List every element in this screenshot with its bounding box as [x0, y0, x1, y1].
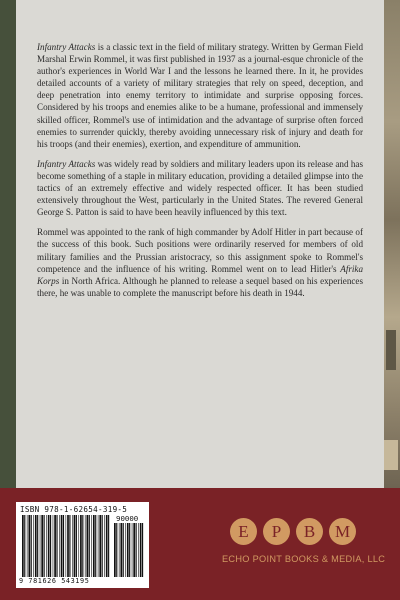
book-title-italic: Infantry Attacks [37, 158, 96, 169]
barcode-digits: 9 781626 543195 [19, 577, 90, 585]
paragraph-1-body: is a classic text in the field of military strategy. Written by German Field Marshal Erwin Rommel, it was first published in 1937 as a journal-esque chronicle of the author's experiences in World War I and the lessons he learned there. In it, he provides detailed accounts of a variety of military strategies that rely on speed, deception, and deep penetration into enemy territory to intimidate and surprise opposing forces. Considered by his troops and enemies alike to be a humane, professional and immensely skilled officer, Rommel's use of intimidation and the advantage of surprise often forced enemies to surrender quickly, thereby avoiding unnecessary risk of injury and death for his troops (and their enemies), exertion, and expenditure of ammunition. [37, 42, 363, 149]
description-paragraph-1 [37, 41, 363, 150]
monogram-letter-p: P [263, 518, 290, 545]
barcode-bars-icon [22, 515, 110, 577]
description-text [37, 41, 363, 307]
paragraph-2-body: was widely read by soldiers and military leaders upon its release and has become something of a staple in military education, providing a detailed glimpse into the tactics of an extremely effective and widely respected officer. It has been studied extensively throughout the West, particularly in the United States. The revered General George S. Patton is said to have been heavily influenced by this text. [37, 158, 363, 218]
book-title-italic: Infantry Attacks [37, 42, 96, 52]
paragraph-3-body-end: in North Africa. Although he planned to release a sequel based on his experiences there, he was unable to complete the manuscript before his death in 1944. [37, 275, 363, 298]
publisher-name: ECHO POINT BOOKS & MEDIA, LLC [222, 554, 386, 564]
barcode-addon-bars-icon [114, 523, 144, 577]
cover-photo-edge [384, 0, 400, 488]
isbn-barcode [16, 502, 149, 588]
paragraph-3-body-start: Rommel was appointed to the rank of high commander by Adolf Hitler in part because of the success of this book. Such positions were ordinarily reserved for members of old military families and the Prussian aristocracy, so this assignment spoke to Rommel's competence and the influence of his writing. Rommel went on to lead Hitler's [37, 227, 363, 274]
description-paragraph-2 [37, 158, 363, 218]
isbn-label: ISBN 978-1-62654-319-5 [20, 505, 128, 514]
publisher-logo [222, 516, 386, 576]
monogram-letter-b: B [296, 518, 323, 545]
cover-left-edge [0, 0, 16, 488]
monogram-letter-e: E [230, 518, 257, 545]
publisher-monogram [230, 516, 358, 552]
monogram-letter-m: M [329, 518, 356, 545]
barcode-addon-code: 90000 [116, 514, 139, 523]
afrika-korps-italic: Afrika Korps [37, 263, 363, 286]
description-paragraph-3 [37, 226, 363, 299]
